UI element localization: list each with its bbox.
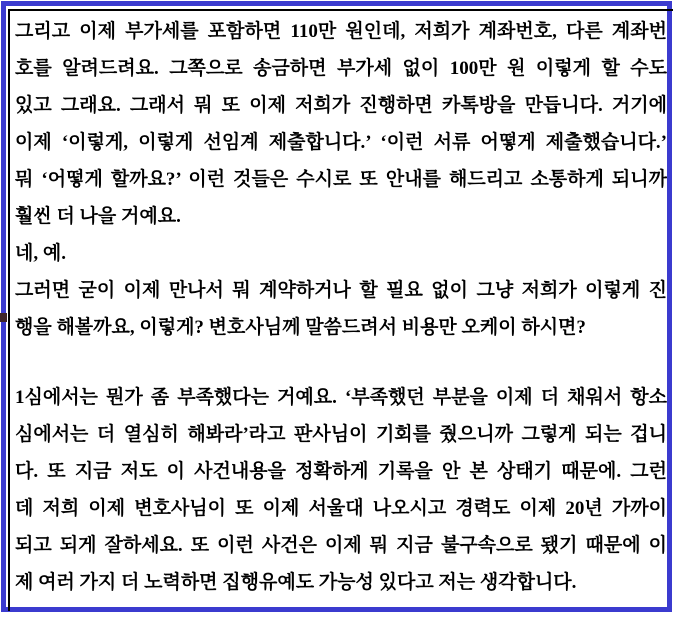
text-line: 다. 또 지금 저도 이 사건내용을 정확하게 기록을 안 본 상태기 때문에. 그런 — [15, 461, 667, 482]
text-line: 있고 그래요. 그래서 뭐 또 이제 저희가 진행하면 카톡방을 만듭니다. 거기에 — [15, 95, 667, 116]
text-line: 데 저희 이제 변호사님이 또 이제 서울대 나오시고 경력도 이제 20년 가까이 — [15, 498, 667, 519]
text-line: 네, 예. — [15, 243, 66, 264]
text-line: 뭐 ‘어떻게 할까요?’ 이런 것들은 수시로 또 안내를 해드리고 소통하게 되니까 — [15, 169, 667, 190]
speech-block-1 — [15, 13, 667, 346]
text-line: 제 여러 가지 더 노력하면 집행유예도 가능성 있다고 저는 생각합니다. — [15, 572, 577, 593]
text-line: 그러면 굳이 이제 만나서 뭐 계약하거나 할 필요 없이 그냥 저희가 이렇게 진 — [15, 280, 667, 301]
text-line: 호를 알려드려요. 그쪽으로 송금하면 부가세 없이 100만 원 이렇게 할 수도 — [15, 58, 667, 79]
speech-block-2 — [15, 379, 667, 601]
text-line: 훨씬 더 나을 거예요. — [15, 206, 181, 227]
left-edge-mark — [0, 313, 7, 322]
text-line: 되고 되게 잘하세요. 또 이런 사건은 이제 뭐 지금 불구속으로 됐기 때문에 이 — [15, 535, 667, 556]
table-border-left — [8, 9, 10, 611]
text-line: 그리고 이제 부가세를 포함하면 110만 원인데, 저희가 계좌번호, 다른 계좌번 — [15, 21, 667, 42]
text-line: 이제 ‘이렇게, 이렇게 선임계 제출합니다.’ ‘이런 서류 어떻게 제출했습니다.’ — [15, 132, 667, 153]
text-line: 1심에서는 뭔가 좀 부족했다는 거예요. ‘부족했던 부분을 이제 더 채워서 항소 — [15, 387, 667, 408]
text-line: 행을 해볼까요, 이렇게? 변호사님께 말씀드려서 비용만 오케이 하시면? — [15, 317, 586, 338]
table-border-top — [8, 9, 673, 11]
text-line: 심에서는 더 열심히 해봐라’라고 판사님이 기회를 줬으니까 그렇게 되는 겁니 — [15, 424, 667, 445]
